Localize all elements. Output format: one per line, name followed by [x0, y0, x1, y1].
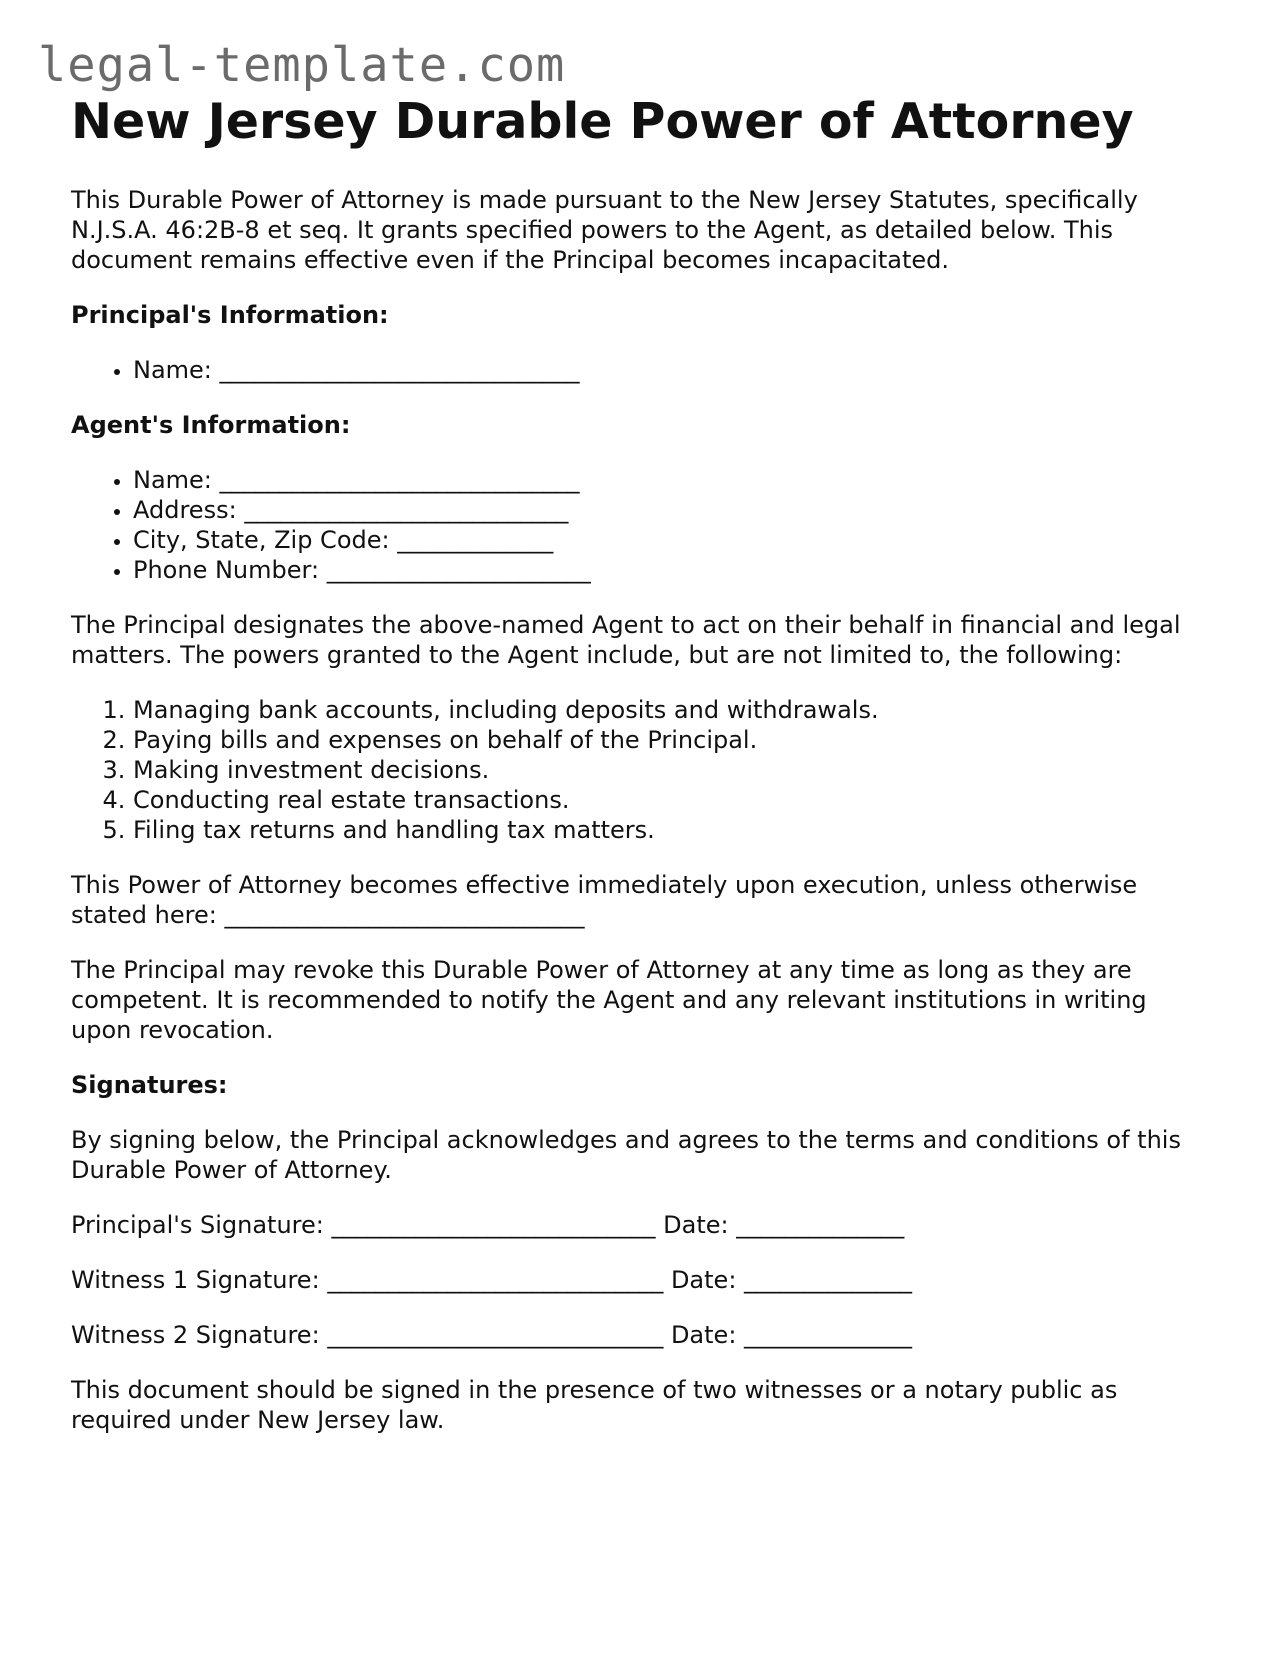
power-item: 4. Conducting real estate transactions.	[133, 785, 1201, 815]
principal-signature-blank[interactable]: ___________________________	[331, 1211, 656, 1239]
watermark: legal-template.com	[38, 38, 566, 93]
witness-2-signature-line	[71, 1320, 1201, 1350]
effective-paragraph	[71, 870, 1201, 930]
date-label: Date:	[670, 1266, 737, 1294]
agent-info-heading: Agent's Information:	[71, 411, 351, 439]
power-item: 2. Paying bills and expenses on behalf of the Principal.	[133, 725, 1201, 755]
principal-name-blank[interactable]: ______________________________	[219, 356, 580, 384]
date-label: Date:	[663, 1211, 729, 1239]
field-label: Phone Number:	[133, 556, 320, 584]
witness-2-date-blank[interactable]: ______________	[744, 1321, 913, 1349]
principal-signature-line	[71, 1210, 1201, 1240]
intro-paragraph: This Durable Power of Attorney is made pursuant to the New Jersey Statutes, specifically N.J.S.A. 46:2B-8 et seq. It grants specified powers to the Agent, as detailed below. This document remains effective even if the Principal becomes incapacitated.	[71, 186, 1138, 274]
date-label: Date:	[670, 1321, 737, 1349]
field-label: City, State, Zip Code:	[133, 526, 390, 554]
signature-label: Witness 2 Signature:	[71, 1321, 320, 1349]
power-item: 5. Filing tax returns and handling tax matters.	[133, 815, 1201, 845]
signature-label: Principal's Signature:	[71, 1211, 324, 1239]
field-label: Name:	[133, 356, 212, 384]
witness-1-date-blank[interactable]: ______________	[744, 1266, 913, 1294]
agent-phone-blank[interactable]: ______________________	[326, 556, 591, 584]
document-body	[71, 92, 1201, 1435]
principal-info-heading: Principal's Information:	[71, 301, 389, 329]
agent-address-blank[interactable]: ___________________________	[244, 496, 569, 524]
principal-info-list	[71, 355, 1201, 385]
power-item: 1. Managing bank accounts, including deposits and withdrawals.	[133, 695, 1201, 725]
footer-note: This document should be signed in the presence of two witnesses or a notary public as required under New Jersey law.	[71, 1376, 1118, 1434]
field-label: Address:	[133, 496, 237, 524]
witness-2-signature-blank[interactable]: ____________________________	[327, 1321, 664, 1349]
signatures-heading: Signatures:	[71, 1071, 228, 1099]
agent-phone-item	[133, 555, 1201, 585]
agent-city-blank[interactable]: _____________	[397, 526, 554, 554]
agent-name-blank[interactable]: ______________________________	[219, 466, 580, 494]
acknowledgement-paragraph: By signing below, the Principal acknowledges and agrees to the terms and conditions of this Durable Power of Attorney.	[71, 1126, 1181, 1184]
effective-text: This Power of Attorney becomes effective immediately upon execution, unless otherwise stated here:	[71, 871, 1138, 929]
agent-name-item	[133, 465, 1201, 495]
effective-date-blank[interactable]: ______________________________	[224, 901, 585, 929]
witness-1-signature-line	[71, 1265, 1201, 1295]
agent-city-item	[133, 525, 1201, 555]
revocation-paragraph: The Principal may revoke this Durable Power of Attorney at any time as long as they are competent. It is recommended to notify the Agent and any relevant institutions in writing upon revocation.	[71, 956, 1147, 1044]
signature-label: Witness 1 Signature:	[71, 1266, 320, 1294]
witness-1-signature-blank[interactable]: ____________________________	[327, 1266, 664, 1294]
principal-name-item	[133, 355, 1201, 385]
document-title: New Jersey Durable Power of Attorney	[71, 93, 1134, 150]
field-label: Name:	[133, 466, 212, 494]
power-item: 3. Making investment decisions.	[133, 755, 1201, 785]
agent-address-item	[133, 495, 1201, 525]
principal-date-blank[interactable]: ______________	[736, 1211, 905, 1239]
agent-info-list	[71, 465, 1201, 585]
powers-intro-paragraph: The Principal designates the above-named Agent to act on their behalf in financial and legal matters. The powers granted to the Agent include, but are not limited to, the following:	[71, 611, 1181, 669]
powers-list	[71, 695, 1201, 845]
